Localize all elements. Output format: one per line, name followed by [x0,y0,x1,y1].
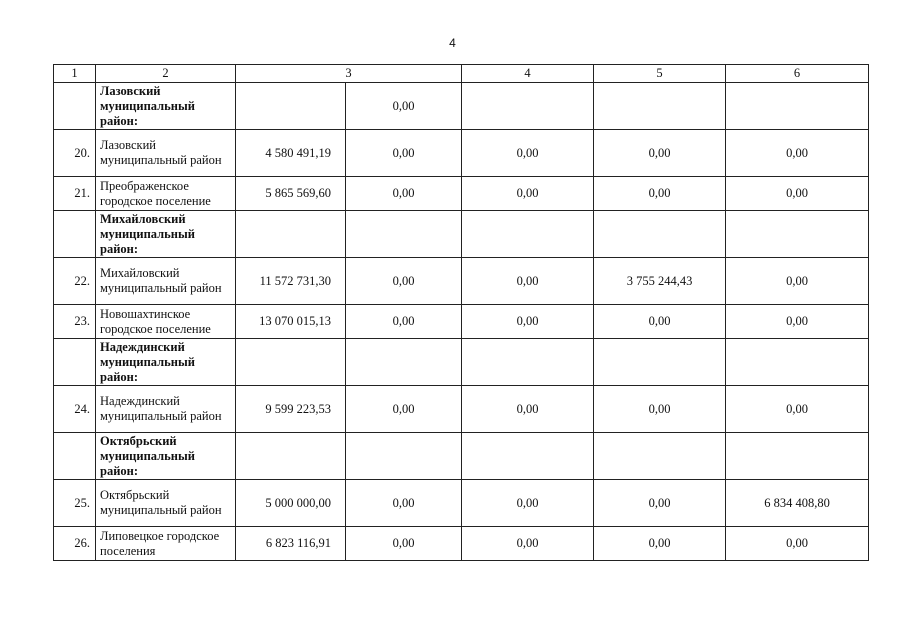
col5-value-cell [594,83,726,130]
row-name-cell: Октябрьский муниципальный район: [96,433,236,480]
col3-value-cell [346,433,462,480]
col6-value-cell: 0,00 [726,386,869,433]
col4-value-cell: 0,00 [462,386,594,433]
row-number-cell: 20. [54,130,96,177]
col4-value-cell [462,83,594,130]
row-number-cell: 25. [54,480,96,527]
col4-value-cell: 0,00 [462,177,594,211]
row-name-cell: Липовецкое городское поселения [96,527,236,561]
col6-value-cell: 0,00 [726,177,869,211]
col5-value-cell: 0,00 [594,527,726,561]
row-name-cell: Лазовский муниципальный район [96,130,236,177]
col3-value-cell [346,339,462,386]
col5-value-cell: 3 755 244,43 [594,258,726,305]
col4-value-cell: 0,00 [462,258,594,305]
data-table [53,64,869,561]
row-number-cell [54,83,96,130]
col6-value-cell: 0,00 [726,258,869,305]
col3-value-cell: 0,00 [346,130,462,177]
row-name-cell: Новошахтинское городское поселение [96,305,236,339]
col6-value-cell [726,339,869,386]
table-header-row [54,65,869,83]
col5-value-cell: 0,00 [594,177,726,211]
col5-value-cell [594,433,726,480]
col5-value-cell [594,339,726,386]
col3-amount-cell: 6 823 116,91 [236,527,346,561]
row-name-cell: Надеждинский муниципальный район: [96,339,236,386]
row-name-cell: Надеждинский муниципальный район [96,386,236,433]
col6-value-cell: 0,00 [726,130,869,177]
col4-value-cell: 0,00 [462,480,594,527]
row-number-cell: 22. [54,258,96,305]
col5-value-cell: 0,00 [594,480,726,527]
row-name-cell: Лазовский муниципальный район: [96,83,236,130]
col3-amount-cell: 5 000 000,00 [236,480,346,527]
col3-value-cell [346,211,462,258]
col6-value-cell: 6 834 408,80 [726,480,869,527]
col5-value-cell [594,211,726,258]
header-cell: 2 [96,65,236,83]
table-row [54,339,869,386]
row-number-cell: 26. [54,527,96,561]
row-name-cell: Октябрьский муниципальный район [96,480,236,527]
col3-value-cell: 0,00 [346,177,462,211]
table-row [54,177,869,211]
col6-value-cell: 0,00 [726,527,869,561]
table-row [54,130,869,177]
col3-amount-cell [236,211,346,258]
col5-value-cell: 0,00 [594,386,726,433]
col3-amount-cell: 11 572 731,30 [236,258,346,305]
row-name-cell: Михайловский муниципальный район [96,258,236,305]
col6-value-cell [726,211,869,258]
col4-value-cell: 0,00 [462,130,594,177]
row-number-cell: 23. [54,305,96,339]
col3-amount-cell [236,339,346,386]
col4-value-cell [462,211,594,258]
col6-value-cell [726,433,869,480]
page-number: 4 [449,36,456,50]
table-row [54,433,869,480]
table-row [54,305,869,339]
col4-value-cell [462,339,594,386]
col3-value-cell: 0,00 [346,305,462,339]
col5-value-cell: 0,00 [594,130,726,177]
table-row [54,527,869,561]
row-number-cell [54,339,96,386]
row-number-cell [54,433,96,480]
row-number-cell: 24. [54,386,96,433]
col3-amount-cell [236,83,346,130]
col3-amount-cell [236,433,346,480]
col3-value-cell: 0,00 [346,258,462,305]
header-cell: 5 [594,65,726,83]
row-name-cell: Преображенское городское поселение [96,177,236,211]
col3-value-cell: 0,00 [346,527,462,561]
col4-value-cell [462,433,594,480]
col3-value-cell: 0,00 [346,480,462,527]
header-cell: 6 [726,65,869,83]
col4-value-cell: 0,00 [462,527,594,561]
row-number-cell [54,211,96,258]
col3-amount-cell: 5 865 569,60 [236,177,346,211]
col6-value-cell [726,83,869,130]
col4-value-cell: 0,00 [462,305,594,339]
col3-amount-cell: 9 599 223,53 [236,386,346,433]
col3-amount-cell: 13 070 015,13 [236,305,346,339]
col3-value-cell: 0,00 [346,386,462,433]
row-number-cell: 21. [54,177,96,211]
header-cell: 4 [462,65,594,83]
table-row [54,83,869,130]
header-cell: 3 [236,65,462,83]
table-row [54,211,869,258]
table-row [54,480,869,527]
table-row [54,258,869,305]
col3-value-cell: 0,00 [346,83,462,130]
row-name-cell: Михайловский муниципальный район: [96,211,236,258]
col5-value-cell: 0,00 [594,305,726,339]
table-row [54,386,869,433]
col6-value-cell: 0,00 [726,305,869,339]
col3-amount-cell: 4 580 491,19 [236,130,346,177]
header-cell: 1 [54,65,96,83]
